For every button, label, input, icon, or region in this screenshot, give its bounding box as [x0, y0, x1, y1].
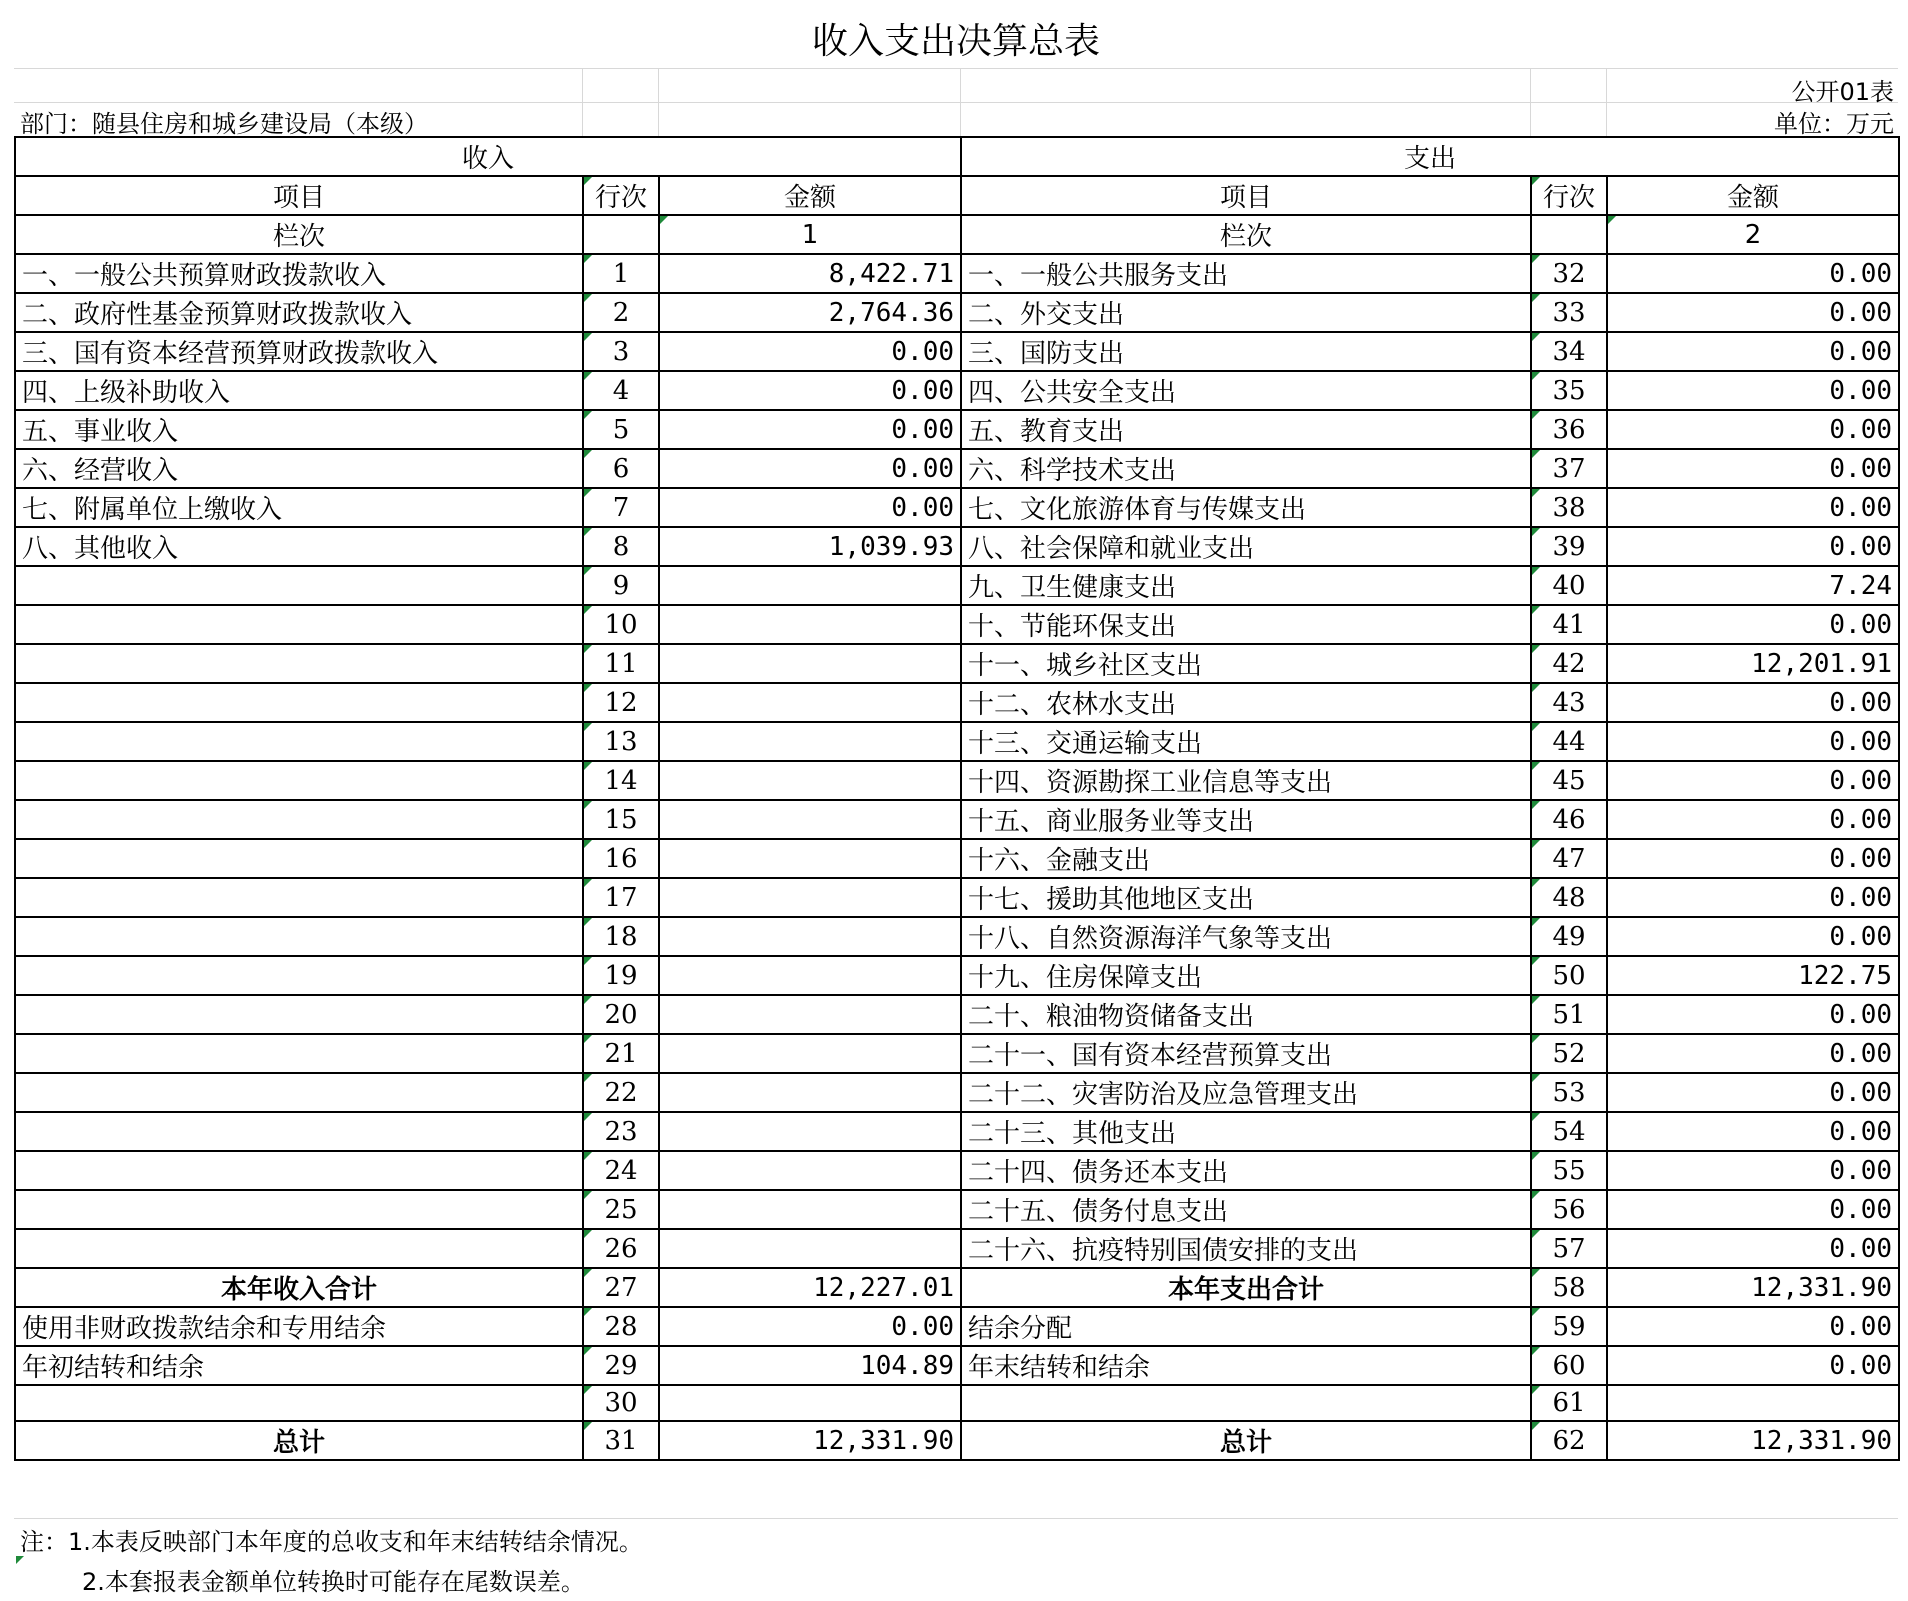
table-row	[15, 1112, 1899, 1151]
table-row	[15, 1346, 1899, 1385]
expense-amount-cell: 0.00	[1607, 839, 1899, 878]
expense-item-cell: 十九、住房保障支出	[961, 956, 1531, 995]
income-amount-cell: 0.00	[659, 371, 961, 410]
income-row-no-header: 行次	[583, 176, 659, 215]
column-index-row	[15, 215, 1899, 254]
table-row	[15, 1073, 1899, 1112]
expense-item-cell: 总计	[961, 1421, 1531, 1460]
table-row	[15, 683, 1899, 722]
income-item-cell: 五、事业收入	[15, 410, 583, 449]
income-amount-cell: 8,422.71	[659, 254, 961, 293]
income-row-no-cell: 20	[583, 995, 659, 1034]
income-row-no-cell: 3	[583, 332, 659, 371]
expense-item-cell: 十三、交通运输支出	[961, 722, 1531, 761]
gridline	[582, 68, 583, 136]
income-row-no-cell: 28	[583, 1307, 659, 1346]
expense-amount-cell: 0.00	[1607, 410, 1899, 449]
income-item-cell: 使用非财政拨款结余和专用结余	[15, 1307, 583, 1346]
income-item-cell: 七、附属单位上缴收入	[15, 488, 583, 527]
income-amount-cell	[659, 1190, 961, 1229]
income-row-no-cell: 15	[583, 800, 659, 839]
table-row	[15, 1151, 1899, 1190]
income-item-cell	[15, 956, 583, 995]
expense-item-cell: 七、文化旅游体育与传媒支出	[961, 488, 1531, 527]
department-label: 部门：随县住房和城乡建设局（本级）	[20, 110, 428, 138]
expense-row-no-cell: 62	[1531, 1421, 1607, 1460]
form-number: 公开01表	[1791, 78, 1894, 106]
expense-item-cell: 九、卫生健康支出	[961, 566, 1531, 605]
income-row-no-cell: 27	[583, 1268, 659, 1307]
expense-row-no-cell: 48	[1531, 878, 1607, 917]
income-row-no-cell: 24	[583, 1151, 659, 1190]
income-item-cell: 四、上级补助收入	[15, 371, 583, 410]
expense-amount-header: 金额	[1607, 176, 1899, 215]
income-row-no-cell: 21	[583, 1034, 659, 1073]
expense-item-cell: 十八、自然资源海洋气象等支出	[961, 917, 1531, 956]
expense-col-label: 栏次	[961, 215, 1531, 254]
expense-item-cell: 十、节能环保支出	[961, 605, 1531, 644]
income-amount-cell	[659, 683, 961, 722]
income-row-no-cell: 5	[583, 410, 659, 449]
table-row	[15, 1229, 1899, 1268]
income-row-no-cell: 2	[583, 293, 659, 332]
income-row-no-cell: 9	[583, 566, 659, 605]
expense-row-no-cell: 50	[1531, 956, 1607, 995]
table-row	[15, 293, 1899, 332]
expense-amount-cell: 0.00	[1607, 917, 1899, 956]
page-title: 收入支出决算总表	[811, 21, 1100, 62]
income-row-no-cell: 25	[583, 1190, 659, 1229]
table-row	[15, 839, 1899, 878]
expense-row-no-cell: 43	[1531, 683, 1607, 722]
income-item-cell	[15, 1034, 583, 1073]
income-item-cell	[15, 1151, 583, 1190]
table-row	[15, 995, 1899, 1034]
table-row	[15, 878, 1899, 917]
gridline	[960, 68, 961, 136]
income-item-cell	[15, 878, 583, 917]
expense-row-no-cell: 60	[1531, 1346, 1607, 1385]
gridline	[14, 102, 1898, 103]
expense-item-cell: 十四、资源勘探工业信息等支出	[961, 761, 1531, 800]
expense-item-cell: 三、国防支出	[961, 332, 1531, 371]
expense-amount-cell: 0.00	[1607, 1151, 1899, 1190]
income-amount-cell: 12,227.01	[659, 1268, 961, 1307]
table-row	[15, 449, 1899, 488]
expense-amount-cell: 0.00	[1607, 371, 1899, 410]
income-item-cell: 一、一般公共预算财政拨款收入	[15, 254, 583, 293]
expense-amount-cell: 12,201.91	[1607, 644, 1899, 683]
expense-row-no-cell: 47	[1531, 839, 1607, 878]
expense-row-no-cell: 46	[1531, 800, 1607, 839]
unit-label: 单位：万元	[1774, 110, 1894, 138]
income-row-no-cell: 11	[583, 644, 659, 683]
expense-col-blank	[1531, 215, 1607, 254]
income-row-no-cell: 14	[583, 761, 659, 800]
expense-row-no-cell: 41	[1531, 605, 1607, 644]
expense-item-cell: 二十五、债务付息支出	[961, 1190, 1531, 1229]
table-row	[15, 956, 1899, 995]
expense-amount-cell: 0.00	[1607, 527, 1899, 566]
income-amount-cell: 0.00	[659, 332, 961, 371]
table-row	[15, 722, 1899, 761]
expense-item-cell: 本年支出合计	[961, 1268, 1531, 1307]
expense-row-no-cell: 53	[1531, 1073, 1607, 1112]
income-row-no-cell: 29	[583, 1346, 659, 1385]
expense-amount-cell: 0.00	[1607, 761, 1899, 800]
income-row-no-cell: 19	[583, 956, 659, 995]
income-amount-cell	[659, 800, 961, 839]
gridline	[658, 68, 659, 136]
income-row-no-cell: 17	[583, 878, 659, 917]
income-amount-cell: 2,764.36	[659, 293, 961, 332]
section-header-row	[15, 137, 1899, 176]
expense-item-cell: 一、一般公共服务支出	[961, 254, 1531, 293]
expense-amount-cell: 0.00	[1607, 293, 1899, 332]
expense-amount-cell: 0.00	[1607, 800, 1899, 839]
expense-row-no-cell: 40	[1531, 566, 1607, 605]
expense-row-no-cell: 51	[1531, 995, 1607, 1034]
expense-amount-cell: 0.00	[1607, 332, 1899, 371]
income-amount-cell: 0.00	[659, 488, 961, 527]
table-row	[15, 917, 1899, 956]
income-item-cell: 三、国有资本经营预算财政拨款收入	[15, 332, 583, 371]
income-amount-cell	[659, 605, 961, 644]
expense-item-cell: 二十、粮油物资储备支出	[961, 995, 1531, 1034]
income-amount-cell	[659, 644, 961, 683]
income-item-cell: 八、其他收入	[15, 527, 583, 566]
expense-item-cell: 二十三、其他支出	[961, 1112, 1531, 1151]
table-row	[15, 1307, 1899, 1346]
expense-row-no-cell: 61	[1531, 1385, 1607, 1421]
income-item-header: 项目	[15, 176, 583, 215]
expense-row-no-cell: 55	[1531, 1151, 1607, 1190]
expense-item-cell: 结余分配	[961, 1307, 1531, 1346]
expense-amount-cell: 0.00	[1607, 995, 1899, 1034]
income-row-no-cell: 23	[583, 1112, 659, 1151]
table-row	[15, 332, 1899, 371]
expense-item-cell: 二十一、国有资本经营预算支出	[961, 1034, 1531, 1073]
income-row-no-cell: 30	[583, 1385, 659, 1421]
table-row	[15, 1034, 1899, 1073]
expense-row-no-cell: 37	[1531, 449, 1607, 488]
table-row	[15, 605, 1899, 644]
expense-col-index: 2	[1607, 215, 1899, 254]
table-row	[15, 371, 1899, 410]
expense-item-cell: 二十四、债务还本支出	[961, 1151, 1531, 1190]
expense-item-cell: 八、社会保障和就业支出	[961, 527, 1531, 566]
income-amount-cell: 1,039.93	[659, 527, 961, 566]
income-amount-cell	[659, 1112, 961, 1151]
income-item-cell	[15, 995, 583, 1034]
expense-row-no-cell: 58	[1531, 1268, 1607, 1307]
income-col-label: 栏次	[15, 215, 583, 254]
expense-row-no-header: 行次	[1531, 176, 1607, 215]
expense-row-no-cell: 33	[1531, 293, 1607, 332]
note-2: 2.本套报表金额单位转换时可能存在尾数误差。	[82, 1568, 585, 1596]
table-row	[15, 410, 1899, 449]
expense-item-cell: 十七、援助其他地区支出	[961, 878, 1531, 917]
income-amount-cell	[659, 917, 961, 956]
expense-item-cell: 二、外交支出	[961, 293, 1531, 332]
income-item-cell	[15, 1385, 583, 1421]
expense-amount-cell: 0.00	[1607, 683, 1899, 722]
income-amount-cell: 0.00	[659, 410, 961, 449]
note-1: 注：1.本表反映部门本年度的总收支和年末结转结余情况。	[20, 1528, 643, 1556]
income-item-cell	[15, 800, 583, 839]
expense-amount-cell: 0.00	[1607, 1229, 1899, 1268]
income-row-no-cell: 6	[583, 449, 659, 488]
expense-item-cell: 二十六、抗疫特别国债安排的支出	[961, 1229, 1531, 1268]
income-col-index: 1	[659, 215, 961, 254]
expense-item-cell: 十六、金融支出	[961, 839, 1531, 878]
table-row	[15, 1190, 1899, 1229]
expense-item-header: 项目	[961, 176, 1531, 215]
income-col-blank	[583, 215, 659, 254]
income-amount-cell	[659, 839, 961, 878]
expense-row-no-cell: 44	[1531, 722, 1607, 761]
expense-amount-cell: 0.00	[1607, 1346, 1899, 1385]
expense-item-cell: 十一、城乡社区支出	[961, 644, 1531, 683]
income-amount-header: 金额	[659, 176, 961, 215]
income-row-no-cell: 13	[583, 722, 659, 761]
income-item-cell	[15, 1073, 583, 1112]
income-amount-cell	[659, 761, 961, 800]
income-amount-cell	[659, 995, 961, 1034]
income-item-cell	[15, 566, 583, 605]
income-item-cell	[15, 917, 583, 956]
expense-amount-cell: 12,331.90	[1607, 1268, 1899, 1307]
income-amount-cell	[659, 1385, 961, 1421]
income-item-cell	[15, 605, 583, 644]
income-amount-cell: 104.89	[659, 1346, 961, 1385]
expense-item-cell: 十二、农林水支出	[961, 683, 1531, 722]
expense-row-no-cell: 56	[1531, 1190, 1607, 1229]
expense-row-no-cell: 52	[1531, 1034, 1607, 1073]
income-amount-cell	[659, 1034, 961, 1073]
expense-amount-cell: 0.00	[1607, 1034, 1899, 1073]
income-row-no-cell: 18	[583, 917, 659, 956]
income-item-cell	[15, 839, 583, 878]
income-row-no-cell: 8	[583, 527, 659, 566]
expense-row-no-cell: 45	[1531, 761, 1607, 800]
expense-item-cell: 六、科学技术支出	[961, 449, 1531, 488]
income-amount-cell: 0.00	[659, 1307, 961, 1346]
income-item-cell: 总计	[15, 1421, 583, 1460]
income-item-cell	[15, 1190, 583, 1229]
cell-marker	[16, 1556, 24, 1564]
expense-section-header: 支出	[961, 137, 1899, 176]
income-row-no-cell: 22	[583, 1073, 659, 1112]
table-row	[15, 1421, 1899, 1460]
expense-amount-cell: 0.00	[1607, 254, 1899, 293]
income-item-cell: 六、经营收入	[15, 449, 583, 488]
gridline	[1530, 68, 1531, 136]
income-row-no-cell: 26	[583, 1229, 659, 1268]
income-amount-cell	[659, 1151, 961, 1190]
income-row-no-cell: 10	[583, 605, 659, 644]
expense-row-no-cell: 42	[1531, 644, 1607, 683]
income-amount-cell	[659, 722, 961, 761]
income-item-cell: 二、政府性基金预算财政拨款收入	[15, 293, 583, 332]
income-section-header: 收入	[15, 137, 961, 176]
expense-amount-cell: 0.00	[1607, 1190, 1899, 1229]
expense-amount-cell: 0.00	[1607, 878, 1899, 917]
income-item-cell: 年初结转和结余	[15, 1346, 583, 1385]
expense-amount-cell: 12,331.90	[1607, 1421, 1899, 1460]
expense-item-cell: 年末结转和结余	[961, 1346, 1531, 1385]
expense-amount-cell: 0.00	[1607, 605, 1899, 644]
income-row-no-cell: 7	[583, 488, 659, 527]
income-item-cell	[15, 683, 583, 722]
income-item-cell	[15, 722, 583, 761]
gridline	[1606, 68, 1607, 136]
table-row	[15, 527, 1899, 566]
expense-item-cell: 二十二、灾害防治及应急管理支出	[961, 1073, 1531, 1112]
income-item-cell: 本年收入合计	[15, 1268, 583, 1307]
income-amount-cell: 12,331.90	[659, 1421, 961, 1460]
expense-row-no-cell: 35	[1531, 371, 1607, 410]
income-amount-cell	[659, 566, 961, 605]
expense-row-no-cell: 36	[1531, 410, 1607, 449]
income-amount-cell	[659, 1073, 961, 1112]
table-row	[15, 644, 1899, 683]
income-row-no-cell: 4	[583, 371, 659, 410]
expense-amount-cell: 0.00	[1607, 449, 1899, 488]
expense-item-cell: 五、教育支出	[961, 410, 1531, 449]
expense-row-no-cell: 54	[1531, 1112, 1607, 1151]
income-row-no-cell: 1	[583, 254, 659, 293]
income-amount-cell	[659, 1229, 961, 1268]
expense-amount-cell: 0.00	[1607, 488, 1899, 527]
income-amount-cell	[659, 956, 961, 995]
expense-amount-cell: 0.00	[1607, 1073, 1899, 1112]
expense-item-cell: 四、公共安全支出	[961, 371, 1531, 410]
column-header-row	[15, 176, 1899, 215]
table-row	[15, 800, 1899, 839]
income-item-cell	[15, 1229, 583, 1268]
income-expense-table	[14, 136, 1900, 1461]
expense-amount-cell: 0.00	[1607, 1112, 1899, 1151]
income-item-cell	[15, 761, 583, 800]
income-row-no-cell: 16	[583, 839, 659, 878]
income-row-no-cell: 31	[583, 1421, 659, 1460]
expense-item-cell	[961, 1385, 1531, 1421]
expense-amount-cell	[1607, 1385, 1899, 1421]
expense-row-no-cell: 34	[1531, 332, 1607, 371]
income-row-no-cell: 12	[583, 683, 659, 722]
expense-row-no-cell: 59	[1531, 1307, 1607, 1346]
table-row	[15, 488, 1899, 527]
expense-row-no-cell: 57	[1531, 1229, 1607, 1268]
expense-row-no-cell: 49	[1531, 917, 1607, 956]
expense-amount-cell: 122.75	[1607, 956, 1899, 995]
income-item-cell	[15, 1112, 583, 1151]
expense-item-cell: 十五、商业服务业等支出	[961, 800, 1531, 839]
expense-amount-cell: 0.00	[1607, 1307, 1899, 1346]
gridline	[14, 68, 1898, 69]
income-amount-cell	[659, 878, 961, 917]
expense-amount-cell: 0.00	[1607, 722, 1899, 761]
table-row	[15, 566, 1899, 605]
table-row	[15, 1385, 1899, 1421]
expense-row-no-cell: 32	[1531, 254, 1607, 293]
table-row	[15, 1268, 1899, 1307]
expense-row-no-cell: 38	[1531, 488, 1607, 527]
table-row	[15, 761, 1899, 800]
income-amount-cell: 0.00	[659, 449, 961, 488]
table-row	[15, 254, 1899, 293]
expense-amount-cell: 7.24	[1607, 566, 1899, 605]
income-item-cell	[15, 644, 583, 683]
expense-row-no-cell: 39	[1531, 527, 1607, 566]
